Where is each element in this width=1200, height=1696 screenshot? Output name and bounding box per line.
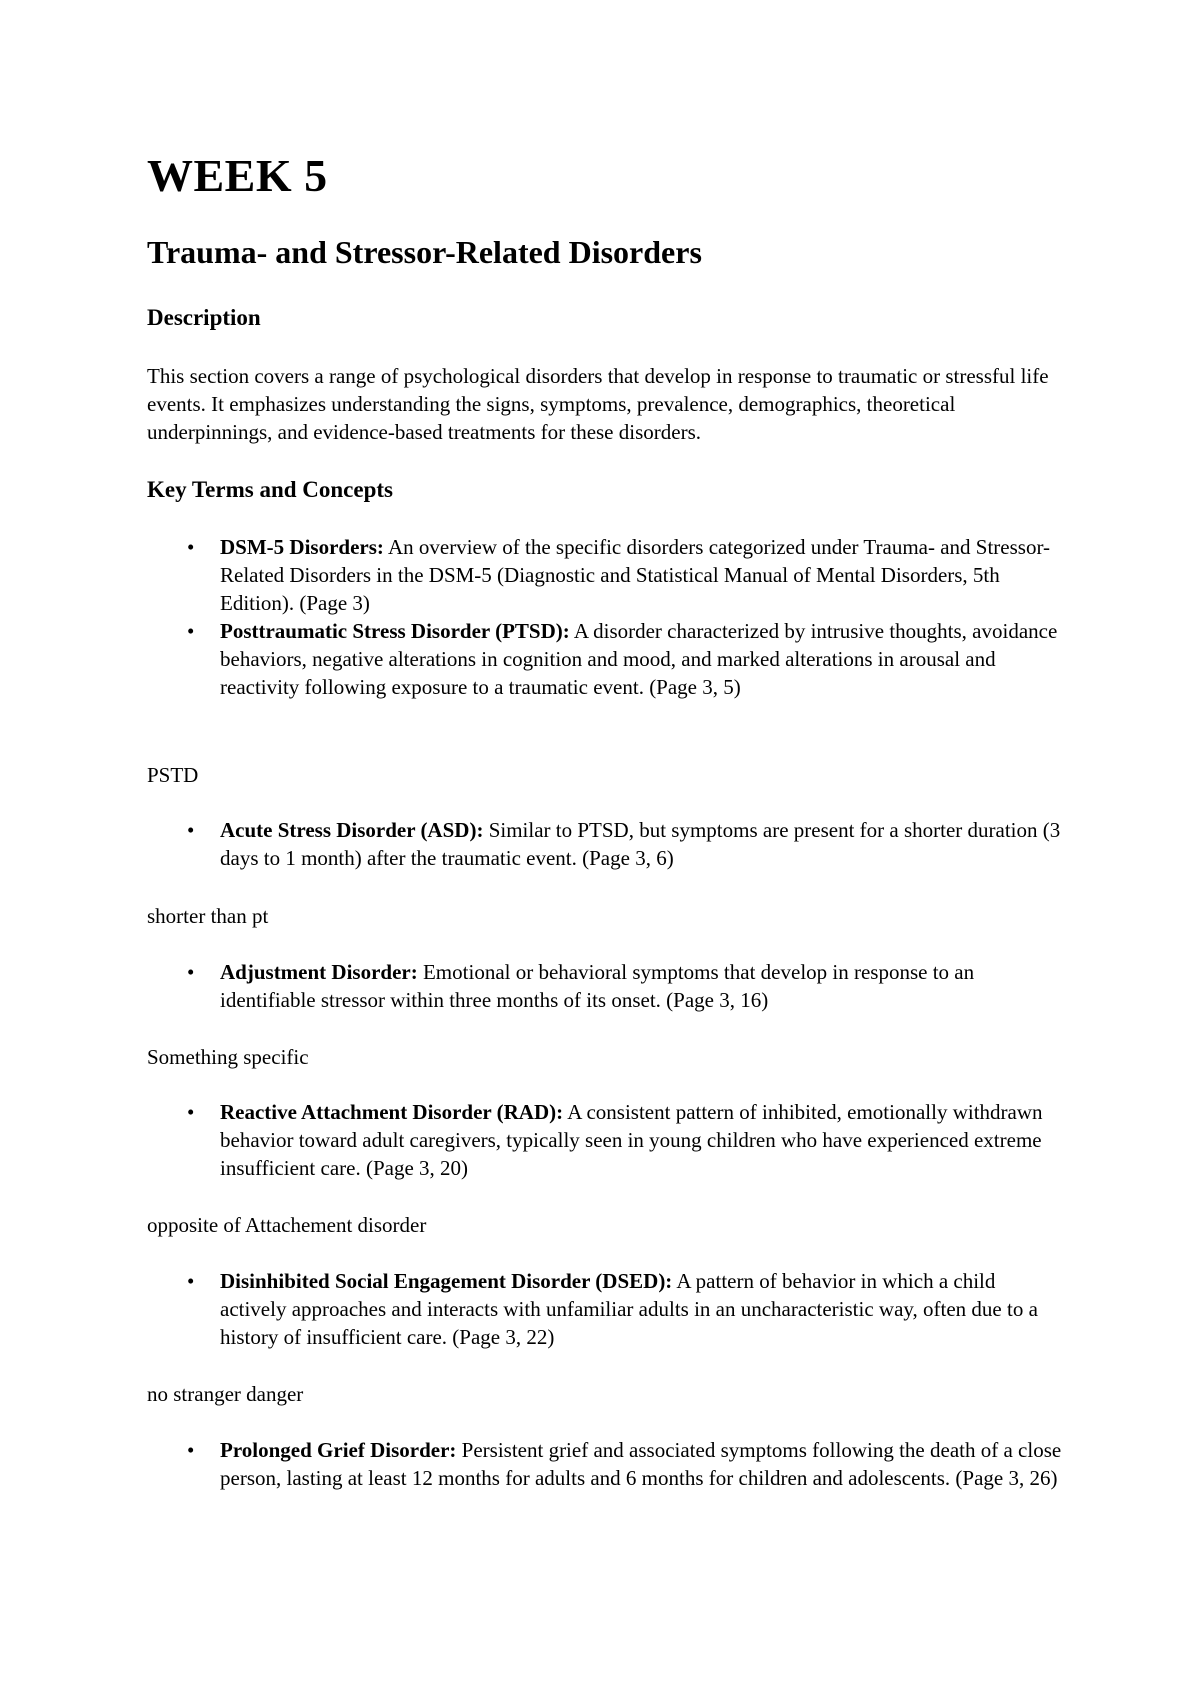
bullet-list xyxy=(147,533,1067,701)
bullet-icon: • xyxy=(187,1438,195,1462)
bullet-list xyxy=(147,1436,1067,1492)
bullet-list xyxy=(147,1098,1067,1182)
term-label: Posttraumatic Stress Disorder (PTSD): xyxy=(220,619,570,643)
bullet-list xyxy=(147,958,1067,1014)
bullet-icon: • xyxy=(187,535,195,559)
bullet-icon: • xyxy=(187,1100,195,1124)
section-subtitle: Trauma- and Stressor-Related Disorders xyxy=(147,234,702,270)
list-item xyxy=(147,958,1067,1014)
page-title: WEEK 5 xyxy=(147,150,328,201)
list-item xyxy=(147,1267,1067,1351)
description-text: This section covers a range of psychological disorders that develop in response to traumatic or stressful life events. It emphasizes understanding the signs, symptoms, prevalence, demographics, theoretical underpinnings, and evidence-based treatments for these disorders. xyxy=(147,364,1049,444)
term-definition: Persistent grief and associated symptoms following the death of a close person, lasting at least 12 months for adults and 6 months for children and adolescents. (Page 3, 26) xyxy=(220,1438,1062,1490)
term-definition: An overview of the specific disorders categorized under Trauma- and Stressor-Related Disorders in the DSM-5 (Diagnostic and Statistical Manual of Mental Disorders, 5th Edition). (Page 3) xyxy=(220,535,1051,615)
term-definition: A pattern of behavior in which a child actively approaches and interacts with unfamiliar adults in an uncharacteristic way, often due to a history of insufficient care. (Page 3, 22) xyxy=(220,1269,1038,1349)
term-definition: A disorder characterized by intrusive thoughts, avoidance behaviors, negative alterations in cognition and mood, and marked alterations in arousal and reactivity following exposure to a traumatic event. (Page 3, 5) xyxy=(220,619,1058,699)
bullet-icon: • xyxy=(187,960,195,984)
term-label: Reactive Attachment Disorder (RAD): xyxy=(220,1100,564,1124)
list-item xyxy=(147,1098,1067,1182)
term-label: Adjustment Disorder: xyxy=(220,960,418,984)
handwritten-note: shorter than pt xyxy=(147,904,269,928)
term-definition: A consistent pattern of inhibited, emotionally withdrawn behavior toward adult caregivers, typically seen in young children who have experienced extreme insufficient care. (Page 3, 20) xyxy=(220,1100,1043,1180)
handwritten-note: PSTD xyxy=(147,763,199,787)
handwritten-note: Something specific xyxy=(147,1045,309,1069)
term-label: DSM-5 Disorders: xyxy=(220,535,384,559)
term-label: Disinhibited Social Engagement Disorder (DSED): xyxy=(220,1269,673,1293)
bullet-icon: • xyxy=(187,818,195,842)
bullet-icon: • xyxy=(187,619,195,643)
term-definition: Emotional or behavioral symptoms that develop in response to an identifiable stressor within three months of its onset. (Page 3, 16) xyxy=(220,960,975,1012)
term-label: Acute Stress Disorder (ASD): xyxy=(220,818,484,842)
bullet-list xyxy=(147,816,1067,872)
bullet-list xyxy=(147,1267,1067,1351)
list-item xyxy=(147,816,1067,872)
list-item xyxy=(147,617,1067,701)
term-label: Prolonged Grief Disorder: xyxy=(220,1438,457,1462)
list-item xyxy=(147,533,1067,617)
handwritten-note: no stranger danger xyxy=(147,1382,304,1406)
handwritten-note: opposite of Attachement disorder xyxy=(147,1213,427,1237)
term-definition: Similar to PTSD, but symptoms are present for a shorter duration (3 days to 1 month) after the traumatic event. (Page 3, 6) xyxy=(220,818,1061,870)
bullet-icon: • xyxy=(187,1269,195,1293)
key-terms-heading: Key Terms and Concepts xyxy=(147,477,393,502)
list-item xyxy=(147,1436,1067,1492)
description-heading: Description xyxy=(147,305,261,330)
